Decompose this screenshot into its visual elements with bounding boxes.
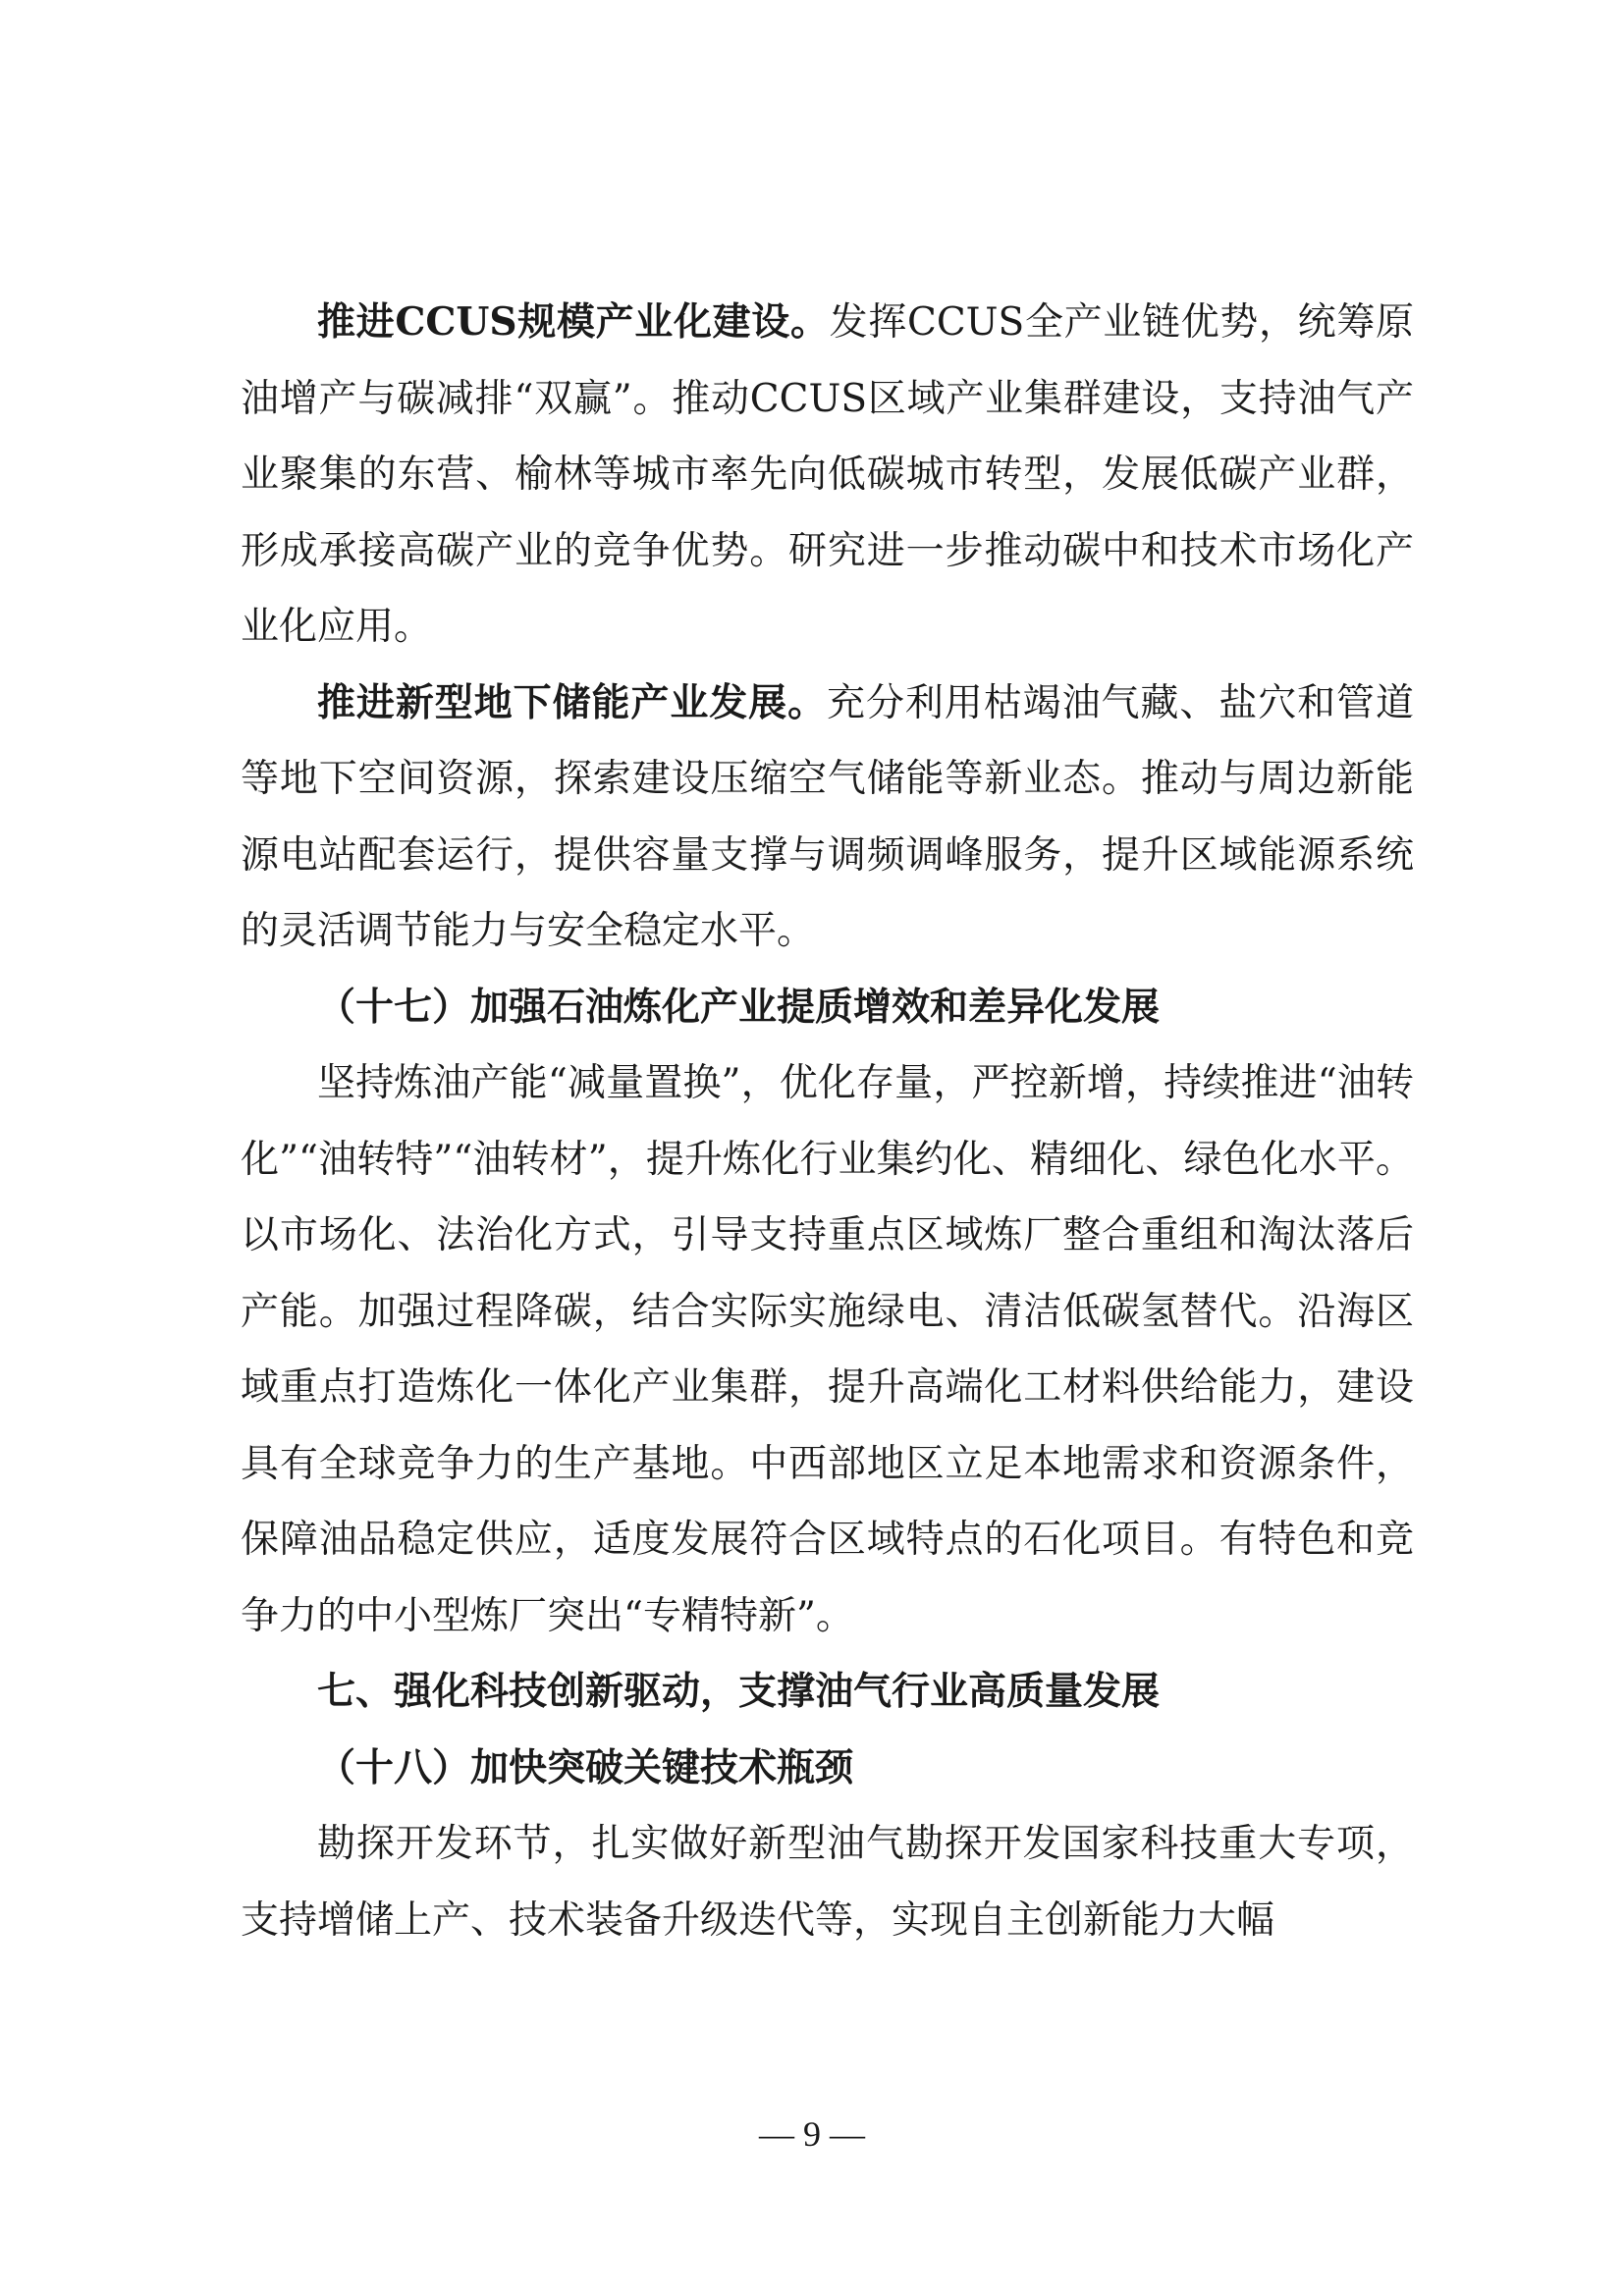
section-18-paragraph: 勘探开发环节，扎实做好新型油气勘探开发国家科技重大专项，支持增储上产、技术装备升级迭代等，实现自主创新能力大幅 [241, 1822, 1414, 1943]
section-17-paragraph: 坚持炼油产能“减量置换”，优化存量，严控新增，持续推进“油转化”“油转特”“油转材”，提升炼化行业集约化、精细化、绿色化水平。以市场化、法治化方式，引导支持重点区域炼厂整合重组和淘汰落后产能。加强过程降碳，结合实际实施绿电、清洁低碳氢替代。沿海区域重点打造炼化一体化产业集群，提升高端化工材料供给能力，建设具有全球竞争力的生产基地。中西部地区立足本地需求和资源条件，保障油品稳定供应，适度发展符合区域特点的石化项目。有特色和竞争力的中小型炼厂突出“专精特新”。 [241, 1061, 1414, 1638]
paragraph-body: 发挥CCUS全产业链优势，统筹原油增产与碳减排“双赢”。推动CCUS区域产业集群建设，支持油气产业聚集的东营、榆林等城市率先向低碳城市转型，发展低碳产业群，形成承接高碳产业的竞争优势。研究进一步推动碳中和技术市场化产业化应用。 [241, 300, 1414, 649]
paragraph-lead: 推进新型地下储能产业发展。 [317, 679, 828, 725]
section-18-heading: （十八）加快突破关键技术瓶颈 [317, 1744, 854, 1790]
paragraph-lead: 推进CCUS规模产业化建设。 [317, 299, 830, 345]
paragraph-ccus [241, 285, 1414, 666]
body-text [241, 285, 1414, 1958]
paragraph-body: 充分利用枯竭油气藏、盐穴和管道等地下空间资源，探索建设压缩空气储能等新业态。推动与周边新能源电站配套运行，提供容量支撑与调频调峰服务，提升区域能源系统的灵活调节能力与安全稳定水平。 [241, 680, 1414, 953]
page-number: — 9 — [759, 2114, 865, 2154]
paragraph-underground-storage [241, 666, 1414, 970]
chapter-7-heading: 七、强化科技创新驱动，支撑油气行业高质量发展 [317, 1669, 1161, 1714]
section-17-heading: （十七）加强石油炼化产业提质增效和差异化发展 [317, 984, 1161, 1030]
